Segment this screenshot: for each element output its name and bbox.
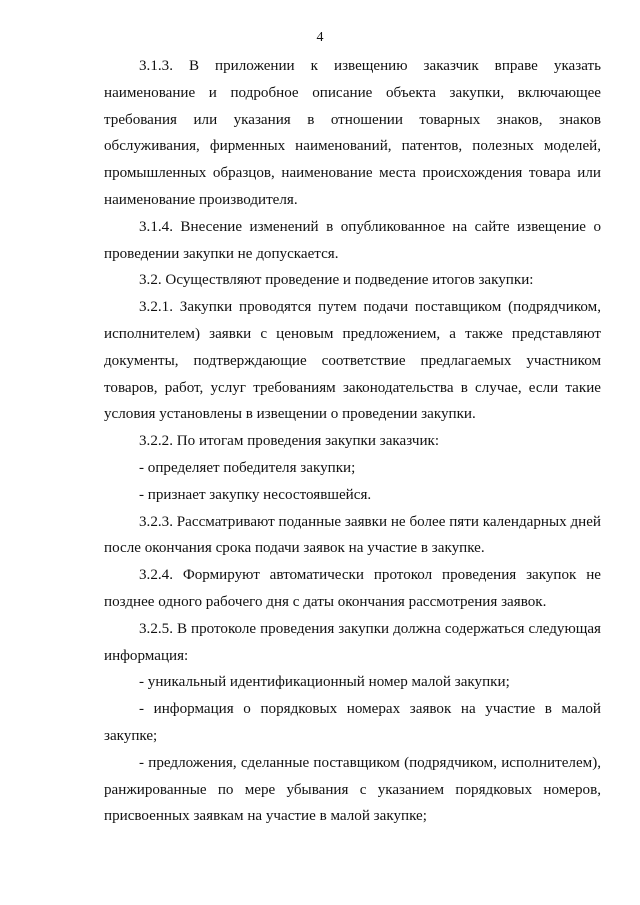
paragraph-3-1-4: 3.1.4. Внесение изменений в опубликованное на сайте извещение о проведении закупки не допускается. [104, 218, 601, 262]
paragraph-3-2: 3.2. Осуществляют проведение и подведение итогов закупки: [139, 272, 534, 289]
paragraph-3-2-2: 3.2.2. По итогам проведения закупки заказчик: [139, 433, 440, 450]
list-item-declares-failed: - признает закупку несостоявшейся. [139, 486, 372, 503]
paragraph-3-2-5: 3.2.5. В протоколе проведения закупки должна содержаться следующая информация: [104, 620, 601, 664]
paragraph-3-2-1: 3.2.1. Закупки проводятся путем подачи поставщиком (подрядчиком, исполнителем) заявки с ценовым предложением, а также представляют документы, подтверждающие соответствие предлагаемых участником товаров, работ, услуг требованиям законодательства в случае, если такие условия установлены в извещении о проведении закупки. [104, 299, 601, 423]
list-item-supplier-offers: - предложения, сделанные поставщиком (подрядчиком, исполнителем), ранжированные по мере убывания с указанием порядковых номеров, присвоенных заявкам на участие в малой закупке; [104, 754, 601, 825]
page-number: 4 [316, 30, 324, 45]
paragraph-3-2-3: 3.2.3. Рассматривают поданные заявки не более пяти календарных дней после окончания срока подачи заявок на участие в закупке. [104, 513, 601, 557]
list-item-determines-winner: - определяет победителя закупки; [139, 459, 356, 476]
paragraph-3-1-3: 3.1.3. В приложении к извещению заказчик вправе указать наименование и подробное описание объекта закупки, включающее требования или указания в отношении товарных знаков, знаков обслуживания, фирменных наименований, патентов, полезных моделей, промышленных образцов, наименование места происхождения товара или наименование производителя. [104, 58, 601, 208]
document-body [104, 53, 601, 830]
list-item-application-numbers: - информация о порядковых номерах заявок на участие в малой закупке; [104, 701, 601, 744]
list-item-unique-id: - уникальный идентификационный номер малой закупки; [139, 674, 510, 691]
paragraph-3-2-4: 3.2.4. Формируют автоматически протокол проведения закупок не позднее одного рабочего дня с даты окончания рассмотрения заявок. [104, 567, 601, 610]
